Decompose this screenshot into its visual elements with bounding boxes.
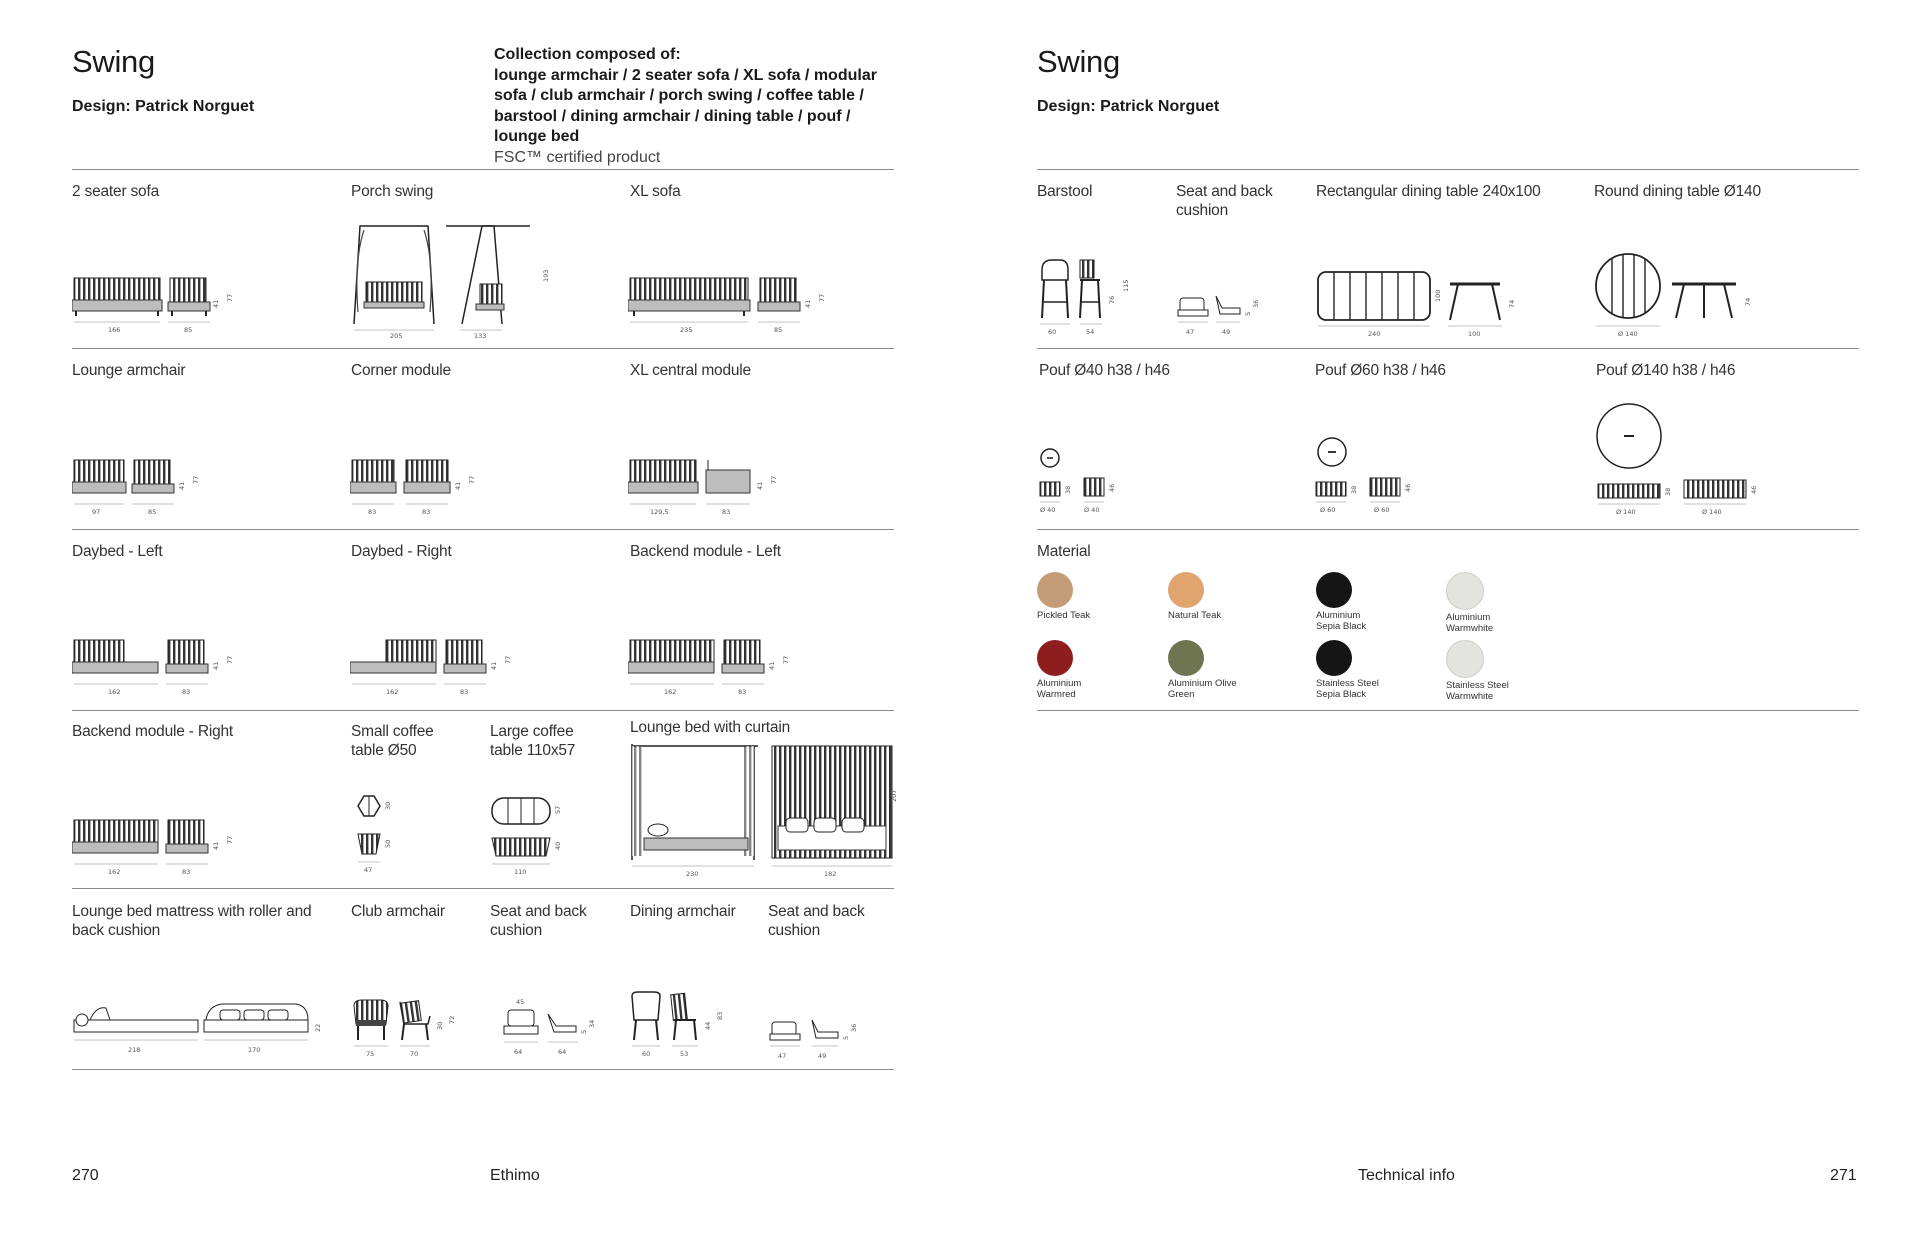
dimension-label: 74 (1744, 297, 1752, 306)
dimension-label: 70 (410, 1050, 419, 1058)
product-label: Backend module - Left (630, 543, 781, 560)
dimension-label: 45 (516, 998, 525, 1006)
dimension-label: 22 (314, 1023, 322, 1032)
dimension-label: 60 (1048, 328, 1057, 336)
page-title: Swing (1037, 44, 1120, 79)
swatch-name: Stainless Steel Sepia Black (1316, 678, 1379, 700)
product-label: Seat and back cushion (490, 903, 587, 939)
dimension-label: 64 (514, 1048, 523, 1056)
dimension-label: 85 (184, 326, 193, 334)
dimension-label: 83 (368, 508, 377, 516)
dimension-label: 162 (108, 688, 121, 696)
dimension-label: 77 (504, 655, 512, 664)
dimension-label: 182 (824, 870, 837, 878)
barstool-drawing (1036, 256, 1156, 338)
corner-module-drawing (350, 452, 500, 518)
product-label: Corner module (351, 362, 451, 379)
dimension-label: Ø 140 (1702, 508, 1722, 516)
dimension-label: 41 (804, 299, 812, 308)
product-label: Pouf Ø60 h38 / h46 (1315, 362, 1446, 379)
dimension-label: Ø 60 (1374, 506, 1390, 514)
dimension-label: 41 (212, 299, 220, 308)
divider (72, 1069, 894, 1070)
product-label: Seat and back cushion (1176, 183, 1273, 219)
dimension-label: 47 (364, 866, 373, 874)
porch-swing-drawing (350, 220, 570, 338)
dimension-label: Ø 40 (1084, 506, 1100, 514)
dimension-label: 30 (436, 1021, 444, 1030)
product-label: XL central module (630, 362, 751, 379)
dimension-label: 240 (1368, 330, 1381, 338)
swatch-name: Aluminium Olive Green (1168, 678, 1237, 700)
pouf-60-drawing (1314, 436, 1454, 518)
club-seat-cushion-drawing (498, 996, 618, 1062)
product-label: 2 seater sofa (72, 183, 160, 200)
swatch-name: Aluminium Warmwhite (1446, 612, 1494, 634)
swatch-name: Pickled Teak (1037, 610, 1091, 621)
material-swatch (1168, 640, 1298, 700)
dimension-label: 83 (460, 688, 469, 696)
swatch-color (1316, 572, 1352, 608)
dimension-label: 75 (366, 1050, 375, 1058)
dimension-label: 162 (386, 688, 399, 696)
product-label: Round dining table Ø140 (1594, 183, 1761, 200)
dimension-label: 207 (890, 789, 898, 802)
swatch-color (1168, 572, 1204, 608)
swatch-color (1037, 640, 1073, 676)
product-label: Backend module - Right (72, 723, 234, 740)
dimension-label: 74 (1508, 299, 1516, 308)
dimension-label: 41 (212, 661, 220, 670)
dimension-label: 77 (192, 475, 200, 484)
dimension-label: 38 (1350, 485, 1358, 494)
swatch-color (1446, 572, 1484, 610)
divider (1037, 169, 1859, 170)
dimension-label: 162 (108, 868, 121, 876)
dimension-label: 5 (1244, 311, 1252, 316)
material-heading: Material (1037, 543, 1091, 560)
dimension-label: 230 (686, 870, 699, 878)
dimension-label: 83 (722, 508, 731, 516)
dimension-label: 46 (1404, 483, 1412, 492)
material-swatch (1037, 572, 1167, 621)
dimension-label: 38 (1064, 485, 1072, 494)
page-title: Swing (72, 44, 155, 79)
backend-module-right-drawing (72, 812, 252, 878)
dimension-label: 54 (1086, 328, 1095, 336)
dimension-label: 57 (554, 805, 562, 814)
lounge-bed-mattress-drawing (72, 1000, 332, 1062)
material-swatch (1168, 572, 1298, 621)
material-swatch (1037, 640, 1167, 700)
divider (72, 529, 894, 530)
product-label: Pouf Ø140 h38 / h46 (1596, 362, 1736, 379)
dimension-label: 100 (1468, 330, 1481, 338)
footer-brand: Ethimo (490, 1167, 540, 1184)
dimension-label: 77 (782, 655, 790, 664)
dimension-label: 83 (182, 868, 191, 876)
swatch-color (1446, 640, 1484, 678)
material-swatch (1446, 572, 1576, 634)
page-number: 271 (1830, 1167, 1857, 1184)
footer-section: Technical info (1358, 1167, 1455, 1184)
dimension-label: 170 (248, 1046, 261, 1054)
collection-heading: Collection composed of: (494, 46, 681, 63)
collection-info (494, 45, 894, 168)
divider (72, 169, 894, 170)
dimension-label: 53 (680, 1050, 689, 1058)
dimension-label: 193 (542, 269, 550, 282)
dining-armchair-drawing (628, 990, 748, 1062)
product-label: Barstool (1037, 183, 1093, 200)
product-label: Dining armchair (630, 903, 736, 920)
dimension-label: 133 (474, 332, 487, 338)
product-label: Seat and back cushion (768, 903, 865, 939)
dimension-label: 41 (212, 841, 220, 850)
dimension-label: 50 (384, 839, 392, 848)
rectangular-dining-table-drawing (1316, 264, 1536, 340)
material-swatch (1446, 640, 1576, 702)
material-swatch (1316, 572, 1446, 632)
product-label: Club armchair (351, 903, 445, 920)
xl-sofa-drawing (628, 270, 838, 336)
club-armchair-drawing (350, 996, 470, 1062)
dimension-label: 5 (842, 1035, 850, 1040)
dimension-label: 76 (1108, 295, 1116, 304)
dimension-label: 83 (738, 688, 747, 696)
dimension-label: 49 (1222, 328, 1231, 336)
dimension-label: 85 (774, 326, 783, 334)
barstool-seat-cushion-drawing (1176, 284, 1286, 340)
dimension-label: 72 (448, 1015, 456, 1024)
dimension-label: 49 (818, 1052, 827, 1060)
dimension-label: 41 (178, 481, 186, 490)
product-label: Large coffee table 110x57 (490, 723, 576, 759)
dimension-label: 41 (756, 481, 764, 490)
dimension-label: 34 (588, 1019, 596, 1028)
swatch-name: Natural Teak (1168, 610, 1222, 621)
daybed-left-drawing (72, 632, 252, 698)
dimension-label: 83 (182, 688, 191, 696)
dimension-label: 83 (422, 508, 431, 516)
swatch-name: Stainless Steel Warmwhite (1446, 680, 1509, 702)
product-label: Porch swing (351, 183, 434, 200)
dimension-label: 40 (554, 841, 562, 850)
dimension-label: 44 (704, 1021, 712, 1030)
two-seater-sofa-drawing (72, 270, 252, 336)
dimension-label: 115 (1122, 279, 1130, 292)
dimension-label: 166 (108, 326, 121, 334)
page-number: 270 (72, 1167, 99, 1184)
dimension-label: 77 (818, 293, 826, 302)
divider (72, 348, 894, 349)
pouf-40-drawing (1038, 446, 1158, 518)
dimension-label: 77 (770, 475, 778, 484)
swatch-color (1316, 640, 1352, 676)
dimension-label: 46 (1750, 485, 1758, 494)
dimension-label: 100 (1434, 289, 1442, 302)
swatch-name: Aluminium Sepia Black (1316, 610, 1367, 632)
dimension-label: Ø 40 (1040, 506, 1056, 514)
dimension-label: 83 (716, 1011, 724, 1020)
dimension-label: 77 (468, 475, 476, 484)
swatch-color (1037, 572, 1073, 608)
product-label: Lounge bed with curtain (630, 719, 790, 736)
dimension-label: 77 (226, 835, 234, 844)
dimension-label: 36 (850, 1023, 858, 1032)
round-dining-table-drawing (1594, 252, 1774, 340)
dimension-label: 46 (1108, 483, 1116, 492)
dimension-label: 97 (92, 508, 101, 516)
product-label: Rectangular dining table 240x100 (1316, 183, 1541, 200)
dimension-label: 30 (384, 801, 392, 810)
dimension-label: 205 (390, 332, 403, 338)
dimension-label: 41 (454, 481, 462, 490)
divider (1037, 529, 1859, 530)
divider (72, 888, 894, 889)
divider (72, 710, 894, 711)
dimension-label: 47 (778, 1052, 787, 1060)
dimension-label: 64 (558, 1048, 567, 1056)
backend-module-left-drawing (628, 632, 808, 698)
pouf-140-drawing (1596, 402, 1796, 518)
dimension-label: 85 (148, 508, 157, 516)
lounge-armchair-drawing (72, 452, 222, 518)
dimension-label: 60 (642, 1050, 651, 1058)
fsc-note: FSC™ certified product (494, 148, 661, 166)
dimension-label: 77 (226, 655, 234, 664)
swatch-color (1168, 640, 1204, 676)
dimension-label: Ø 140 (1618, 330, 1638, 338)
lounge-bed-with-curtain-drawing (628, 740, 898, 878)
xl-central-module-drawing (628, 452, 798, 518)
dimension-label: 110 (514, 868, 527, 876)
dimension-label: 38 (1664, 487, 1672, 496)
collection-items: lounge armchair / 2 seater sofa / XL sofa / modular sofa / club armchair / porch swing / coffee table / barstool / dining armchair / dining table / pouf / lounge bed (494, 66, 877, 145)
dimension-label: 77 (226, 293, 234, 302)
material-swatch (1316, 640, 1446, 700)
large-coffee-table-drawing (488, 792, 578, 878)
divider (1037, 348, 1859, 349)
dimension-label: 41 (768, 661, 776, 670)
divider (1037, 710, 1859, 711)
swatch-name: Aluminium Warmred (1037, 678, 1082, 700)
dimension-label: 235 (680, 326, 693, 334)
product-label: Daybed - Right (351, 543, 452, 560)
product-label: Pouf Ø40 h38 / h46 (1039, 362, 1170, 379)
daybed-right-drawing (350, 632, 530, 698)
small-coffee-table-drawing (350, 792, 410, 878)
dimension-label: 218 (128, 1046, 141, 1054)
product-label: Daybed - Left (72, 543, 163, 560)
product-label: XL sofa (630, 183, 681, 200)
designer-credit: Design: Patrick Norguet (1037, 98, 1220, 115)
dimension-label: 47 (1186, 328, 1195, 336)
designer-credit: Design: Patrick Norguet (72, 98, 255, 115)
dining-seat-cushion-drawing (768, 1006, 878, 1062)
product-label: Small coffee table Ø50 (351, 723, 434, 759)
product-label: Lounge bed mattress with roller and back cushion (72, 903, 312, 939)
dimension-label: 36 (1252, 299, 1260, 308)
product-label: Lounge armchair (72, 362, 186, 379)
right-page (960, 0, 1920, 1249)
dimension-label: 41 (490, 661, 498, 670)
dimension-label: 162 (664, 688, 677, 696)
dimension-label: 5 (580, 1029, 588, 1034)
dimension-label: Ø 140 (1616, 508, 1636, 516)
dimension-label: 129,5 (650, 508, 669, 516)
dimension-label: Ø 60 (1320, 506, 1336, 514)
